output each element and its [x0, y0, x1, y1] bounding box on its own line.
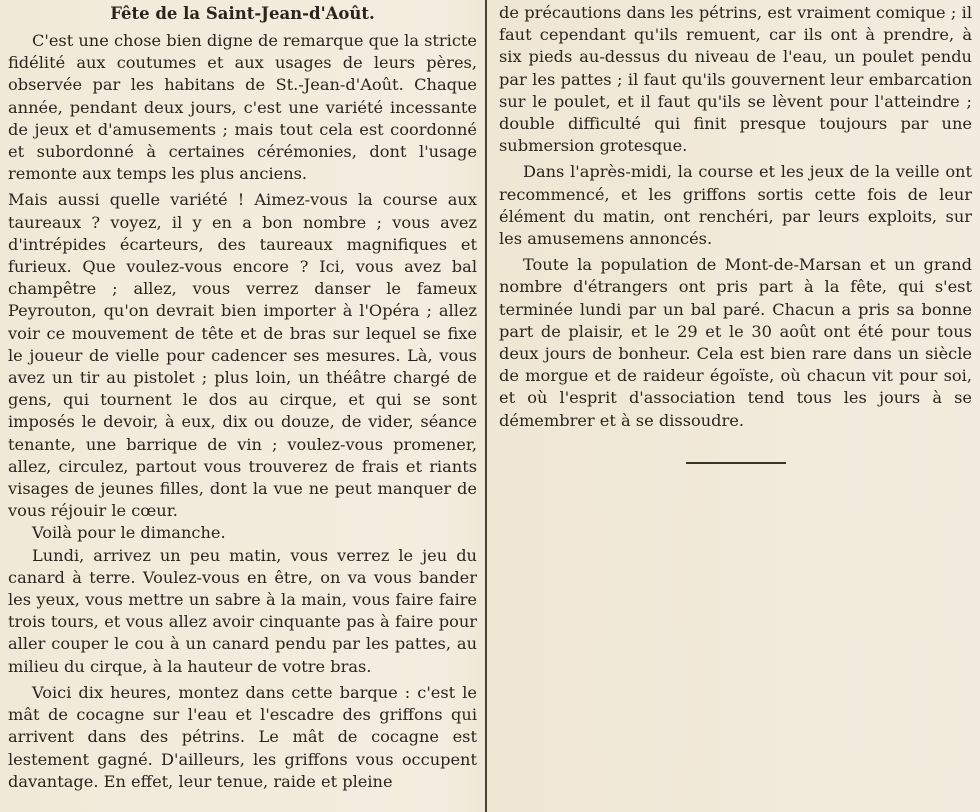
paragraph-monday: Lundi, arrivez un peu matin, vous verrez le jeu du canard à terre. Voulez-vous en être, on va vous bander les yeux, vous mettre un sabre à la main, vous faire faire trois tours, et vous allez avoir cinquante pas à faire pour aller couper le cou à un canard pendu par les pattes, au milieu du cirque, à la hauteur de votre bras.: [8, 545, 477, 676]
paragraph-barque: Voici dix heures, montez dans cette barque : c'est le mât de cocagne sur l'eau et l'escadre des griffons qui arrivent dans des pétrins. Le mât de cocagne est lestement gagné. D'ailleurs, les griffons vous occupent davantage. En effet, leur tenue, raide et pleine: [8, 682, 477, 791]
section-divider: [686, 462, 786, 464]
right-column: [489, 0, 980, 812]
article-title: Fête de la Saint-Jean-d'Août.: [110, 4, 375, 23]
paragraph-variety: Mais aussi quelle variété ! Aimez-vous la course aux taureaux ? voyez, il y en a bon nombre ; vous avez d'intrépides écarteurs, des taureaux magnifiques et furieux. Que voulez-vous encore ? Ici, vous avez bal champêtre ; allez, vous verrez danser le fameux Peyrouton, qu'on devrait bien importer à l'Opéra ; allez voir ce mouvement de tête et de bras sur lequel se fixe le joueur de vielle pour cadencer ses mesures. Là, vous avez un tir au pistolet ; plus loin, un théâtre chargé de gens, qui tournent le dos au cirque, et qui se sont imposés le devoir, à eux, dix ou douze, de vider, séance tenante, une barrique de vin ; voulez-vous promener, allez, circulez, partout vous trouverez de frais et riants visages de jeunes filles, dont la vue ne peut manquer de vous réjouir le cœur.: [8, 190, 477, 521]
paragraph-afternoon: Dans l'après-midi, la course et les jeux de la veille ont recommencé, et les griffons sortis cette fois de leur élément du matin, ont renchéri, par leurs exploits, sur les amusemens annoncés.: [499, 162, 972, 249]
paragraph-intro: C'est une chose bien digne de remarque que la stricte fidélité aux coutumes et aux usages de leurs pères, observée par les habitans de St.-Jean-d'Août. Chaque année, pendant deux jours, c'est une variété incessante de jeux et d'amusements ; mais tout cela est coordonné et subordonné à certaines cérémonies, dont l'usage remonte aux temps les plus anciens.: [8, 31, 477, 184]
paragraph-population: Toute la population de Mont-de-Marsan et un grand nombre d'étrangers ont pris part à la fête, qui s'est terminée lundi par un bal paré. Chacun a pris sa bonne part de plaisir, et le 29 et le 30 août ont été pour tous deux jours de bonheur. Cela est bien rare dans un siècle de morgue et de raideur égoïste, où chacun vit pour soi, et où l'esprit d'association tend tous les jours à se démembrer et à se dissoudre.: [499, 255, 972, 430]
paragraph-griffons: de précautions dans les pétrins, est vraiment comique ; il faut cependant qu'ils remuent, car ils ont à prendre, à six pieds au-dessus du niveau de l'eau, un poulet pendu par les pattes ; il faut qu'ils gouvernent leur embarcation sur le poulet, et il faut qu'ils se lèvent pour l'atteindre ; double difficulté qui finit presque toujours par une submersion grotesque.: [499, 3, 972, 156]
paragraph-sunday: Voilà pour le dimanche.: [32, 523, 226, 543]
left-column: [0, 0, 487, 812]
